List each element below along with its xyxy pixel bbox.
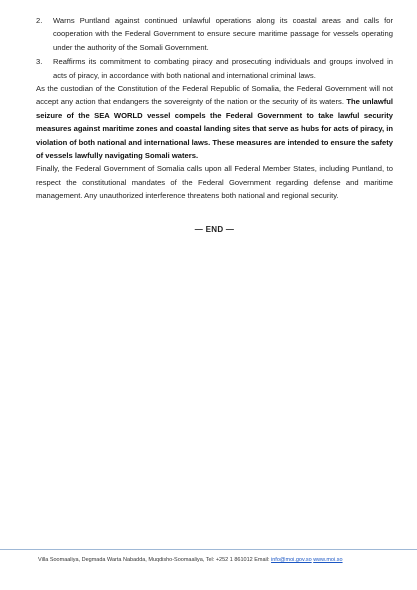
clause-item [36,55,393,82]
closing-paragraph: Finally, the Federal Government of Somalia calls upon all Federal Member States, including Puntland, to respect the constitutional mandates of the Federal Government regarding defense and maritime management. Any unauthorized interference threatens both national and regional security. [36,164,393,201]
custodian-paragraph-plain: As the custodian of the Constitution of the Federal Republic of Somalia, the Federal Government will not accept any action that endangers the sovereignty of the nation or the security of its waters. [36,84,393,107]
page-footer [38,556,398,564]
footer-email-link[interactable]: info@moi.gov.so [271,557,312,563]
clause-number: 2. [36,16,43,25]
clause-text: Reaffirms its commitment to combating piracy and prosecuting individuals and groups involved in acts of piracy, in accordance with both national and international criminal laws. [53,57,393,80]
clause-list [36,14,393,82]
footer-divider [0,549,417,550]
custodian-paragraph-bold: The unlawful seizure of the SEA WORLD vessel compels the Federal Government to take lawful security measures against maritime zones and coastal landing sites that serve as hubs for acts of piracy, in violation of both national and international laws. These measures are intended to ensure the safety of vessels lawfully navigating Somali waters. [36,97,393,161]
clause-item [36,14,393,54]
end-mark: — END — [194,224,235,234]
footer-website-link[interactable]: www.moi.so [313,557,343,563]
footer-address: Villa Soomaaliya, Degmada Warta Nabadda, Muqdisho-Soomaaliya, Tel: +252 1 861012 Email: [38,557,272,563]
clause-number: 3. [36,57,43,67]
clause-text: Warns Puntland against continued unlawful operations along its coastal areas and calls for cooperation with the Federal Government to ensure secure maritime passage for vessels operating under the authority of the Somali Government. [53,16,393,52]
custodian-paragraph [36,82,393,162]
document-body [36,14,393,236]
